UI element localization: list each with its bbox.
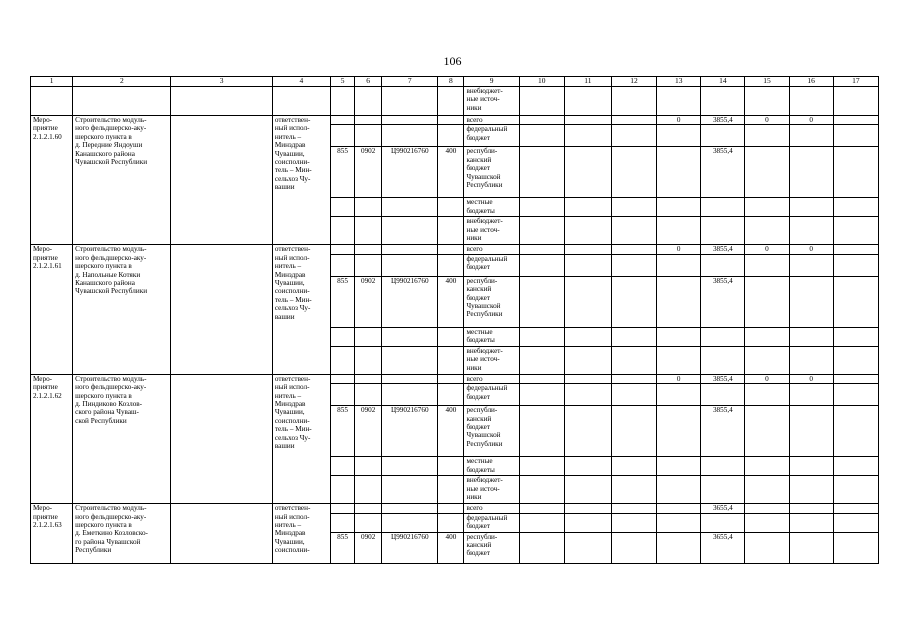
executor: ответствен- ный испол- нитель – Минздрав Чувашии, соисполни- тель – Мин- сельхоз Чу- вашии (272, 374, 330, 503)
empty-cell (564, 346, 611, 374)
column-number-3: 3 (171, 77, 272, 87)
value-col-13 (657, 147, 701, 198)
empty-cell (833, 374, 878, 383)
empty-cell (171, 374, 272, 503)
measure-id: Меро- приятие 2.1.2.1.63 (31, 504, 73, 563)
value-col-15 (745, 276, 789, 327)
value-col-15 (745, 217, 789, 245)
column-number-1: 1 (31, 77, 73, 87)
empty-cell (331, 457, 355, 476)
empty-cell (519, 513, 564, 532)
empty-cell (564, 147, 611, 198)
empty-cell (833, 198, 878, 217)
page-number: 106 (443, 54, 462, 68)
empty-cell (382, 513, 438, 532)
empty-cell (331, 254, 355, 276)
empty-cell (171, 116, 272, 245)
column-number-2: 2 (73, 77, 171, 87)
code-vr: 400 (438, 532, 464, 563)
empty-cell (438, 476, 464, 504)
empty-cell (564, 125, 611, 147)
empty-cell (564, 254, 611, 276)
value-col-14 (701, 254, 745, 276)
empty-cell (564, 245, 611, 254)
value-col-15 (745, 513, 789, 532)
empty-cell (438, 374, 464, 383)
empty-cell (564, 116, 611, 125)
empty-cell (564, 276, 611, 327)
empty-cell (611, 384, 656, 406)
measure-name: Строительство модуль- ного фельдшерско-аку- шерского пункта в д. Пиндиково Козлов- ского района Чуваш- ской Республики (73, 374, 171, 503)
empty-cell (171, 245, 272, 374)
empty-cell (611, 245, 656, 254)
empty-cell (438, 346, 464, 374)
funding-source: федеральный бюджет (464, 384, 519, 406)
empty-cell (611, 116, 656, 125)
empty-cell (833, 254, 878, 276)
budget-table (30, 76, 879, 564)
value-col-14: 3855,4 (701, 406, 745, 457)
empty-cell (382, 116, 438, 125)
empty-cell (701, 87, 745, 116)
empty-cell (564, 504, 611, 513)
empty-cell (438, 327, 464, 346)
empty-cell (519, 532, 564, 563)
code-grbs: 855 (331, 276, 355, 327)
code-vr: 400 (438, 406, 464, 457)
empty-cell (564, 87, 611, 116)
measure-name: Строительство модуль- ного фельдшерско-аку- шерского пункта в д. Еметкино Козловско- го района Чувашской Республики (73, 504, 171, 563)
empty-cell (519, 276, 564, 327)
empty-cell (355, 87, 382, 116)
empty-cell (355, 374, 382, 383)
value-col-15 (745, 254, 789, 276)
empty-cell (331, 245, 355, 254)
empty-cell (382, 217, 438, 245)
empty-cell (331, 116, 355, 125)
empty-cell (833, 276, 878, 327)
value-col-13: 0 (657, 116, 701, 125)
code-grbs: 855 (331, 147, 355, 198)
empty-cell (833, 217, 878, 245)
empty-cell (438, 513, 464, 532)
empty-cell (382, 384, 438, 406)
empty-cell (519, 217, 564, 245)
empty-cell (611, 327, 656, 346)
empty-cell (833, 476, 878, 504)
column-number-4: 4 (272, 77, 330, 87)
value-col-13 (657, 125, 701, 147)
column-number-6: 6 (355, 77, 382, 87)
empty-cell (438, 457, 464, 476)
value-col-15 (745, 406, 789, 457)
empty-cell (519, 116, 564, 125)
value-col-14 (701, 125, 745, 147)
funding-source: местные бюджеты (464, 327, 519, 346)
empty-cell (611, 217, 656, 245)
funding-source: республи- канский бюджет Чувашской Республики (464, 276, 519, 327)
value-col-15 (745, 147, 789, 198)
value-col-13: 0 (657, 374, 701, 383)
empty-cell (611, 125, 656, 147)
value-col-13 (657, 532, 701, 563)
code-grbs: 855 (331, 406, 355, 457)
empty-cell (564, 513, 611, 532)
empty-cell (438, 504, 464, 513)
empty-cell (171, 504, 272, 563)
value-col-14 (701, 513, 745, 532)
funding-source: всего (464, 116, 519, 125)
column-number-11: 11 (564, 77, 611, 87)
value-col-14: 3855,4 (701, 245, 745, 254)
value-col-16 (789, 504, 833, 513)
value-col-16 (789, 254, 833, 276)
empty-cell (438, 198, 464, 217)
empty-cell (382, 87, 438, 116)
column-number-16: 16 (789, 77, 833, 87)
funding-source: местные бюджеты (464, 457, 519, 476)
empty-cell (382, 327, 438, 346)
value-col-15 (745, 327, 789, 346)
empty-cell (73, 87, 171, 116)
value-col-13 (657, 504, 701, 513)
empty-cell (382, 476, 438, 504)
value-col-14 (701, 476, 745, 504)
funding-source: внебюджет- ные источ- ники (464, 346, 519, 374)
empty-cell (611, 406, 656, 457)
value-col-16 (789, 125, 833, 147)
empty-cell (272, 87, 330, 116)
value-col-16 (789, 327, 833, 346)
empty-cell (438, 384, 464, 406)
value-col-13 (657, 217, 701, 245)
value-col-15 (745, 346, 789, 374)
empty-cell (611, 254, 656, 276)
measure-id: Меро- приятие 2.1.2.1.61 (31, 245, 73, 374)
value-col-16 (789, 147, 833, 198)
empty-cell (331, 374, 355, 383)
empty-cell (611, 147, 656, 198)
column-number-14: 14 (701, 77, 745, 87)
measure-id: Меро- приятие 2.1.2.1.62 (31, 374, 73, 503)
empty-cell (519, 125, 564, 147)
value-col-13 (657, 276, 701, 327)
value-col-14: 3655,4 (701, 532, 745, 563)
funding-source: всего (464, 245, 519, 254)
empty-cell (382, 198, 438, 217)
empty-cell (833, 116, 878, 125)
value-col-13 (657, 327, 701, 346)
empty-cell (438, 125, 464, 147)
column-number-10: 10 (519, 77, 564, 87)
empty-cell (519, 147, 564, 198)
empty-cell (331, 217, 355, 245)
value-col-13 (657, 254, 701, 276)
empty-cell (611, 276, 656, 327)
empty-cell (331, 384, 355, 406)
empty-cell (833, 406, 878, 457)
empty-cell (657, 87, 701, 116)
empty-cell (519, 198, 564, 217)
column-number-9: 9 (464, 77, 519, 87)
empty-cell (355, 476, 382, 504)
empty-cell (382, 245, 438, 254)
empty-cell (519, 87, 564, 116)
empty-cell (355, 116, 382, 125)
empty-cell (564, 384, 611, 406)
empty-cell (382, 374, 438, 383)
empty-cell (355, 513, 382, 532)
code-rz-pr: 0902 (355, 532, 382, 563)
value-col-13 (657, 476, 701, 504)
empty-cell (564, 217, 611, 245)
column-number-8: 8 (438, 77, 464, 87)
value-col-14 (701, 327, 745, 346)
value-col-14: 3855,4 (701, 116, 745, 125)
empty-cell (355, 125, 382, 147)
empty-cell (833, 504, 878, 513)
empty-cell (611, 513, 656, 532)
empty-cell (171, 87, 272, 116)
measure-name: Строительство модуль- ного фельдшерско-аку- шерского пункта в д. Передние Яндоуши Канашского района Чувашской Республики (73, 116, 171, 245)
empty-cell (611, 476, 656, 504)
value-col-16: 0 (789, 374, 833, 383)
empty-cell (611, 504, 656, 513)
empty-cell (833, 327, 878, 346)
empty-cell (611, 457, 656, 476)
empty-cell (833, 87, 878, 116)
empty-cell (564, 327, 611, 346)
empty-cell (519, 254, 564, 276)
empty-cell (355, 254, 382, 276)
value-col-13 (657, 198, 701, 217)
column-number-5: 5 (331, 77, 355, 87)
empty-cell (564, 406, 611, 457)
empty-cell (355, 384, 382, 406)
code-rz-pr: 0902 (355, 276, 382, 327)
empty-cell (833, 147, 878, 198)
value-col-15: 0 (745, 245, 789, 254)
empty-cell (331, 327, 355, 346)
table-row (31, 504, 879, 513)
empty-cell (382, 125, 438, 147)
empty-cell (611, 374, 656, 383)
value-col-15 (745, 125, 789, 147)
empty-cell (355, 245, 382, 254)
table-row (31, 374, 879, 383)
code-csr: Ц990216760 (382, 532, 438, 563)
table-row (31, 245, 879, 254)
empty-cell (31, 87, 73, 116)
measure-id: Меро- приятие 2.1.2.1.60 (31, 116, 73, 245)
value-col-13 (657, 346, 701, 374)
value-col-14 (701, 346, 745, 374)
empty-cell (564, 198, 611, 217)
value-col-16: 0 (789, 245, 833, 254)
empty-cell (382, 504, 438, 513)
empty-cell (331, 125, 355, 147)
value-col-14 (701, 217, 745, 245)
empty-cell (611, 346, 656, 374)
value-col-13 (657, 457, 701, 476)
empty-cell (611, 198, 656, 217)
value-col-15 (745, 532, 789, 563)
empty-cell (519, 406, 564, 457)
funding-source: внебюджет- ные источ- ники (464, 217, 519, 245)
value-col-15 (745, 504, 789, 513)
empty-cell (438, 254, 464, 276)
value-col-16 (789, 457, 833, 476)
empty-cell (519, 384, 564, 406)
value-col-14 (701, 457, 745, 476)
empty-cell (564, 532, 611, 563)
empty-cell (438, 217, 464, 245)
empty-cell (331, 476, 355, 504)
column-number-17: 17 (833, 77, 878, 87)
executor: ответствен- ный испол- нитель – Минздрав Чувашии, соисполни- тель – Мин- сельхоз Чу- вашии (272, 116, 330, 245)
value-col-14 (701, 384, 745, 406)
code-csr: Ц990216760 (382, 406, 438, 457)
funding-source: федеральный бюджет (464, 513, 519, 532)
value-col-16 (789, 384, 833, 406)
empty-cell (564, 476, 611, 504)
column-number-15: 15 (745, 77, 789, 87)
empty-cell (382, 457, 438, 476)
empty-cell (564, 374, 611, 383)
value-col-16 (789, 406, 833, 457)
column-number-12: 12 (611, 77, 656, 87)
empty-cell (833, 457, 878, 476)
column-numbers-row (31, 77, 879, 87)
empty-cell (331, 504, 355, 513)
value-col-13 (657, 513, 701, 532)
empty-cell (331, 87, 355, 116)
empty-cell (519, 245, 564, 254)
value-col-16 (789, 198, 833, 217)
empty-cell (331, 198, 355, 217)
empty-cell (833, 513, 878, 532)
value-col-16 (789, 276, 833, 327)
code-vr: 400 (438, 276, 464, 327)
value-col-15 (745, 476, 789, 504)
code-csr: Ц990216760 (382, 276, 438, 327)
code-vr: 400 (438, 147, 464, 198)
empty-cell (355, 327, 382, 346)
empty-cell (331, 513, 355, 532)
empty-cell (438, 245, 464, 254)
empty-cell (519, 327, 564, 346)
value-col-15 (745, 384, 789, 406)
value-col-13 (657, 384, 701, 406)
value-col-14: 3655,4 (701, 504, 745, 513)
empty-cell (355, 346, 382, 374)
value-col-14 (701, 198, 745, 217)
empty-cell (355, 198, 382, 217)
empty-cell (331, 346, 355, 374)
value-col-14: 3855,4 (701, 374, 745, 383)
value-col-16 (789, 217, 833, 245)
empty-cell (519, 504, 564, 513)
empty-cell (833, 346, 878, 374)
empty-cell (833, 125, 878, 147)
funding-source: республи- канский бюджет (464, 532, 519, 563)
continuation-row (31, 87, 879, 116)
code-csr: Ц990216760 (382, 147, 438, 198)
empty-cell (382, 254, 438, 276)
value-col-16 (789, 476, 833, 504)
column-number-13: 13 (657, 77, 701, 87)
value-col-16 (789, 346, 833, 374)
empty-cell (355, 217, 382, 245)
measure-name: Строительство модуль- ного фельдшерско-аку- шерского пункта в д. Напольные Котяки Канашского района Чувашской Республики (73, 245, 171, 374)
empty-cell (611, 532, 656, 563)
empty-cell (355, 457, 382, 476)
code-grbs: 855 (331, 532, 355, 563)
value-col-13: 0 (657, 245, 701, 254)
funding-source: федеральный бюджет (464, 125, 519, 147)
value-col-15: 0 (745, 374, 789, 383)
funding-source: всего (464, 374, 519, 383)
table-row (31, 116, 879, 125)
funding-source: всего (464, 504, 519, 513)
funding-source: республи- канский бюджет Чувашской Республики (464, 147, 519, 198)
value-col-14: 3855,4 (701, 276, 745, 327)
code-rz-pr: 0902 (355, 406, 382, 457)
empty-cell (789, 87, 833, 116)
empty-cell (438, 87, 464, 116)
code-rz-pr: 0902 (355, 147, 382, 198)
empty-cell (519, 476, 564, 504)
column-number-7: 7 (382, 77, 438, 87)
funding-source: федеральный бюджет (464, 254, 519, 276)
value-col-16 (789, 532, 833, 563)
funding-source: внебюджет- ные источ- ники (464, 476, 519, 504)
funding-source: внебюджет- ные источ- ники (464, 87, 519, 116)
value-col-16: 0 (789, 116, 833, 125)
value-col-14: 3855,4 (701, 147, 745, 198)
empty-cell (519, 457, 564, 476)
empty-cell (833, 245, 878, 254)
empty-cell (745, 87, 789, 116)
empty-cell (438, 116, 464, 125)
empty-cell (355, 504, 382, 513)
value-col-15 (745, 198, 789, 217)
value-col-16 (789, 513, 833, 532)
empty-cell (833, 532, 878, 563)
value-col-15: 0 (745, 116, 789, 125)
executor: ответствен- ный испол- нитель – Минздрав Чувашии, соисполни- (272, 504, 330, 563)
executor: ответствен- ный испол- нитель – Минздрав Чувашии, соисполни- тель – Мин- сельхоз Чу- вашии (272, 245, 330, 374)
empty-cell (519, 346, 564, 374)
funding-source: республи- канский бюджет Чувашской Республики (464, 406, 519, 457)
empty-cell (382, 346, 438, 374)
empty-cell (833, 384, 878, 406)
empty-cell (519, 374, 564, 383)
empty-cell (564, 457, 611, 476)
value-col-15 (745, 457, 789, 476)
value-col-13 (657, 406, 701, 457)
funding-source: местные бюджеты (464, 198, 519, 217)
empty-cell (611, 87, 656, 116)
